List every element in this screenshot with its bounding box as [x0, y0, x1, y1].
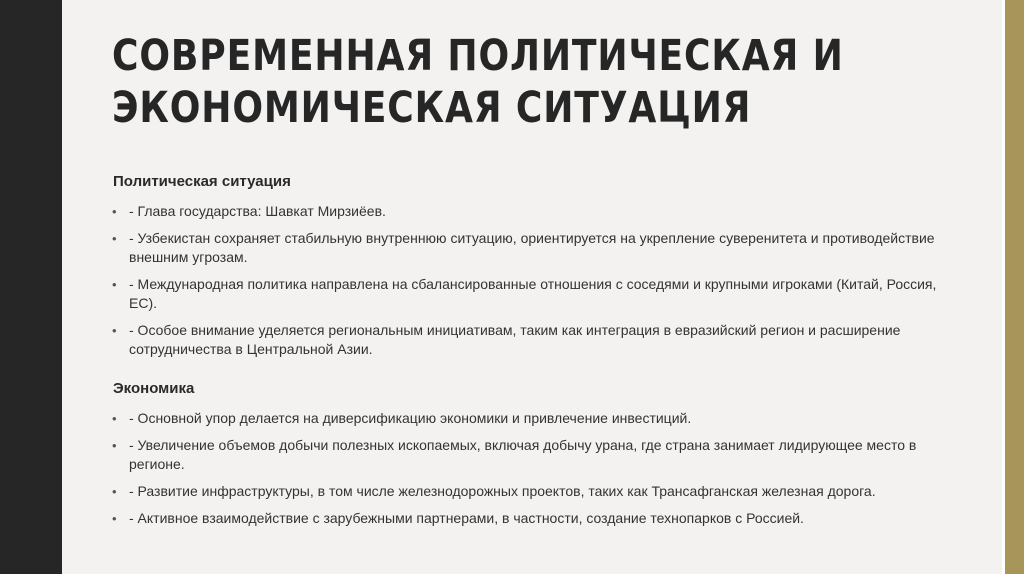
list-item-text: - Увеличение объемов добычи полезных ископаемых, включая добычу урана, где страна занимает лидирующее место в регионе. [129, 437, 917, 472]
list-item [112, 436, 942, 474]
list-item-text: - Глава государства: Шавкат Мирзиёев. [129, 203, 386, 219]
slide-title [112, 30, 844, 134]
title-line-1: СОВРЕМЕННАЯ ПОЛИТИЧЕСКАЯ И [112, 31, 844, 81]
list-item-text: - Особое внимание уделяется региональным инициативам, таким как интеграция в евразийский регион и расширение сотрудничества в Центральной Азии. [129, 322, 901, 357]
section-heading-economy: Экономика [113, 380, 195, 397]
right-accent-bar [1005, 0, 1024, 574]
bullet-icon: • [112, 484, 117, 499]
list-item-text: - Основной упор делается на диверсификацию экономики и привлечение инвестиций. [129, 410, 692, 426]
list-item [112, 321, 942, 359]
list-item [112, 202, 942, 221]
list-item [112, 409, 942, 428]
list-item [112, 482, 942, 501]
bullet-icon: • [112, 438, 117, 453]
slide-content [112, 172, 942, 536]
list-item-text: - Развитие инфраструктуры, в том числе железнодорожных проектов, таких как Трансафганская железная дорога. [129, 483, 876, 499]
list-item [112, 509, 942, 528]
bullet-icon: • [112, 411, 117, 426]
list-item-text: - Активное взаимодействие с зарубежными партнерами, в частности, создание технопарков с Россией. [129, 510, 804, 526]
section-heading-politics: Политическая ситуация [113, 173, 291, 190]
list-item-text: - Международная политика направлена на сбалансированные отношения с соседями и крупными игроками (Китай, Россия, ЕС). [129, 276, 937, 311]
politics-list [112, 202, 942, 359]
bullet-icon: • [112, 277, 117, 292]
list-item [112, 229, 942, 267]
economy-list [112, 409, 942, 528]
bullet-icon: • [112, 511, 117, 526]
list-item-text: - Узбекистан сохраняет стабильную внутреннюю ситуацию, ориентируется на укрепление суверенитета и противодействие внешним угрозам. [129, 230, 935, 265]
bullet-icon: • [112, 204, 117, 219]
title-line-2: ЭКОНОМИЧЕСКАЯ СИТУАЦИЯ [112, 83, 752, 133]
bullet-icon: • [112, 231, 117, 246]
bullet-icon: • [112, 323, 117, 338]
list-item [112, 275, 942, 313]
